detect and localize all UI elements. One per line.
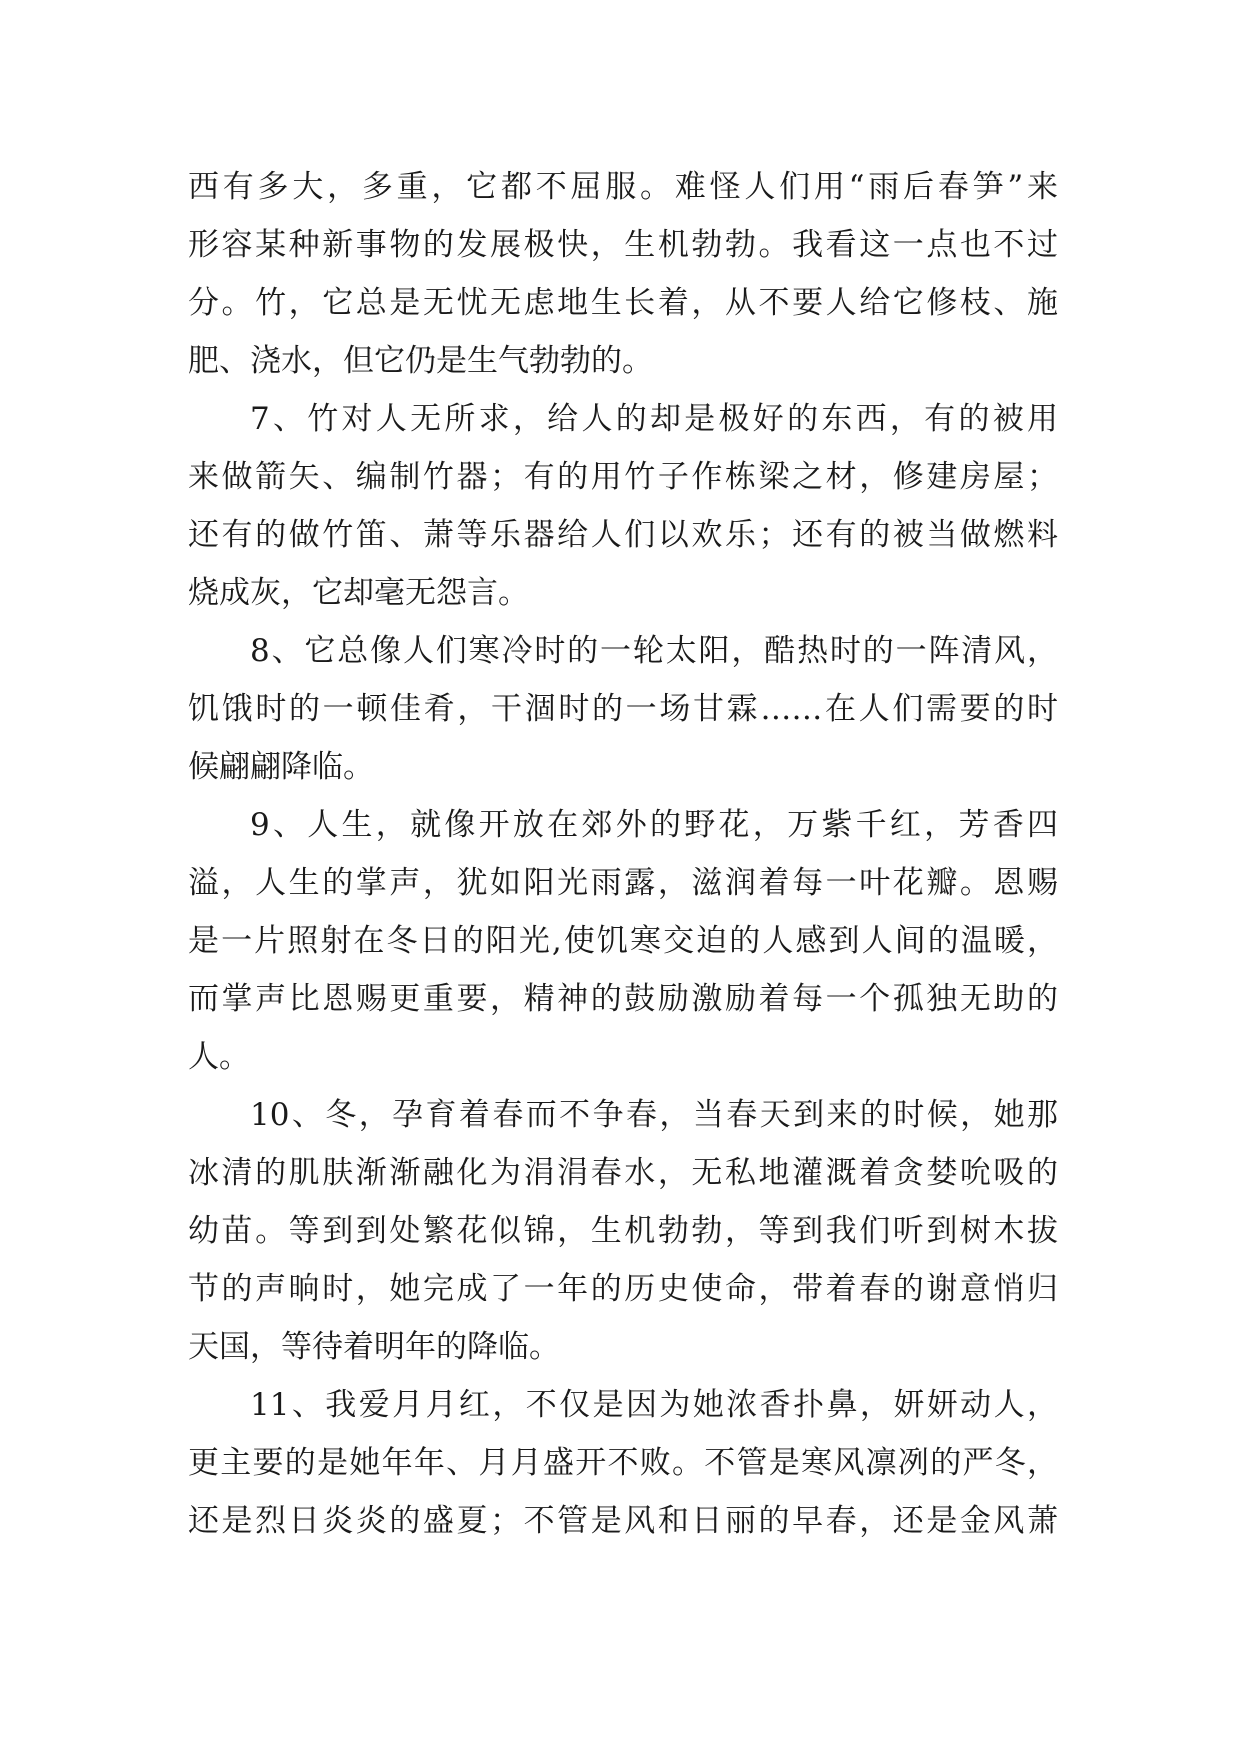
text-line: 天国，等待着明年的降临。	[188, 1329, 560, 1365]
text-line: 西有多大，多重，它都不屈服。难怪人们用“雨后春笋”来	[188, 169, 1058, 205]
text-line: 形容某种新事物的发展极快，生机勃勃。我看这一点也不过	[188, 227, 1058, 263]
paragraph-8-start: 8、它总像人们寒冷时的一轮太阳，酷热时的一阵清风，	[250, 633, 1058, 669]
text-line: 是一片照射在冬日的阳光,使饥寒交迫的人感到人间的温暖，	[188, 923, 1058, 959]
text-line: 饥饿时的一顿佳肴，干涸时的一场甘霖……在人们需要的时	[188, 691, 1058, 727]
paragraph-9-start: 9、人生，就像开放在郊外的野花，万紫千红，芳香四	[250, 807, 1058, 843]
text-line: 肥、浇水，但它仍是生气勃勃的。	[188, 343, 653, 379]
text-line: 人。	[188, 1039, 250, 1075]
text-line: 分。竹，它总是无忧无虑地生长着，从不要人给它修枝、施	[188, 285, 1058, 321]
text-line: 烧成灰，它却毫无怨言。	[188, 575, 529, 611]
text-line: 还是烈日炎炎的盛夏；不管是风和日丽的早春，还是金风萧	[188, 1503, 1058, 1539]
text-line: 节的声晌时，她完成了一年的历史使命，带着春的谢意悄归	[188, 1271, 1058, 1307]
text-line: 而掌声比恩赐更重要，精神的鼓励激励着每一个孤独无助的	[188, 981, 1058, 1017]
text-line: 更主要的是她年年、月月盛开不败。不管是寒风凛冽的严冬，	[188, 1445, 1058, 1481]
text-line: 来做箭矢、编制竹器；有的用竹子作栋梁之材，修建房屋；	[188, 459, 1058, 495]
document-body	[188, 158, 1058, 1550]
paragraph-7-start: 7、竹对人无所求，给人的却是极好的东西，有的被用	[250, 401, 1058, 437]
text-line: 冰清的肌肤渐渐融化为涓涓春水，无私地灌溉着贪婪吮吸的	[188, 1155, 1058, 1191]
paragraph-10-start: 10、冬，孕育着春而不争春，当春天到来的时候，她那	[250, 1097, 1058, 1133]
text-line: 还有的做竹笛、萧等乐器给人们以欢乐；还有的被当做燃料	[188, 517, 1058, 553]
text-line: 候翩翩降临。	[188, 749, 374, 785]
text-line: 幼苗。等到到处繁花似锦，生机勃勃，等到我们听到树木拔	[188, 1213, 1058, 1249]
paragraph-11-start: 11、我爱月月红，不仅是因为她浓香扑鼻，妍妍动人，	[250, 1387, 1058, 1423]
text-line: 溢，人生的掌声，犹如阳光雨露，滋润着每一叶花瓣。恩赐	[188, 865, 1058, 901]
